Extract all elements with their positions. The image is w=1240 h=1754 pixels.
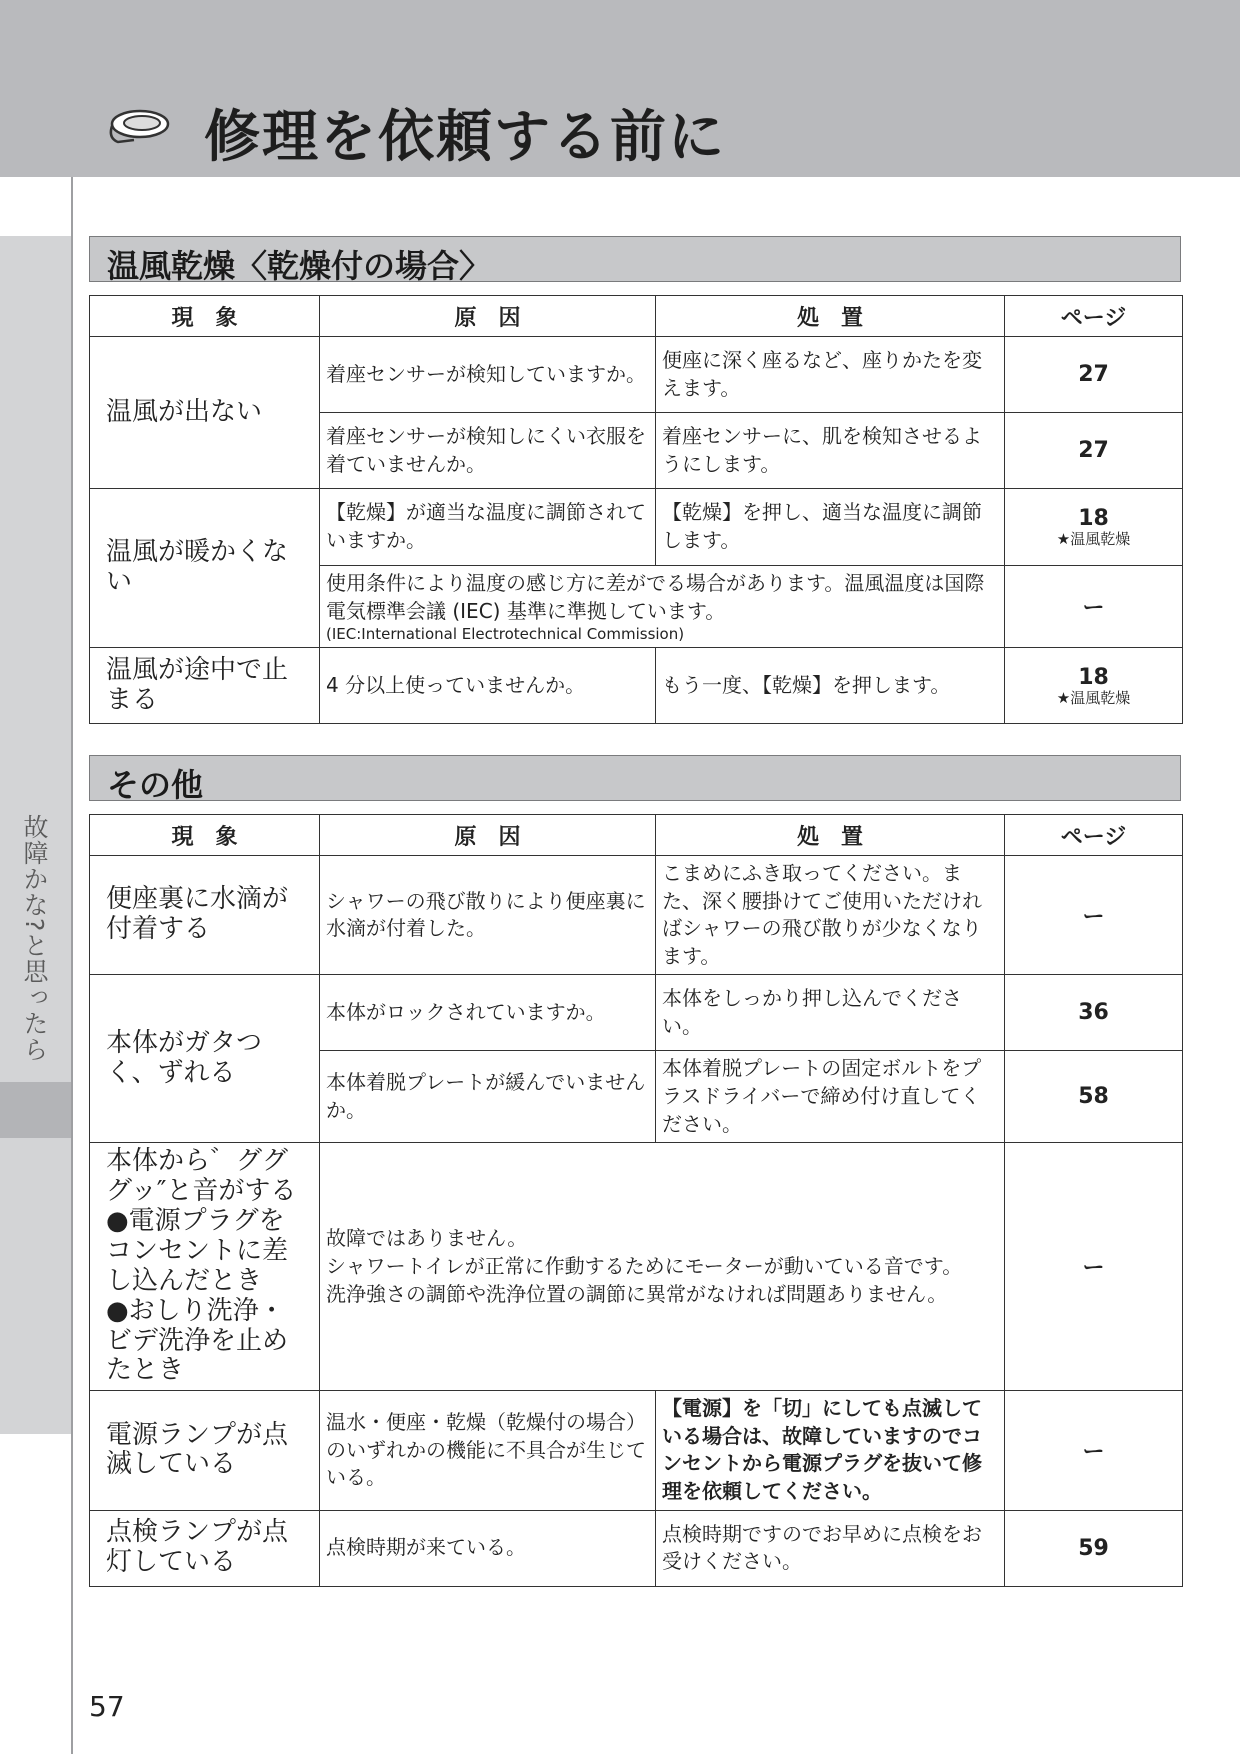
symptom-cell: 便座裏に水滴が付着する (90, 856, 320, 975)
cause-cell: 【乾燥】が適当な温度に調節されていますか。 (320, 489, 656, 566)
side-tab-marker (0, 1082, 71, 1138)
action-cell: もう一度、【乾燥】を押します。 (656, 648, 1005, 724)
cause-cell: 点検時期が来ている。 (320, 1510, 656, 1586)
other-table (89, 814, 1183, 1587)
section-heading-other (89, 755, 1181, 804)
cause-cell: 本体がロックされていますか。 (320, 975, 656, 1051)
col-action: 処 置 (656, 815, 1005, 856)
col-page: ページ (1005, 815, 1183, 856)
action-cell: 【乾燥】を押し、適当な温度に調節します。 (656, 489, 1005, 566)
page-ref: 58 (1005, 1051, 1183, 1143)
table-header-row (90, 815, 1183, 856)
merged-line: 洗浄強さの調節や洗浄位置の調節に異常がなければ問題ありません。 (326, 1281, 948, 1306)
table-row (90, 975, 1183, 1051)
page-ref: 27 (1005, 413, 1183, 489)
merged-line: 故障ではありません。 (326, 1226, 528, 1251)
page-ref: ー (1005, 1391, 1183, 1510)
drying-table (89, 295, 1183, 724)
cause-cell: 本体着脱プレートが緩んでいませんか。 (320, 1051, 656, 1143)
page-ref-note: ★温風乾燥 (1056, 688, 1131, 707)
symptom-cell: 温風が途中で止まる (90, 648, 320, 724)
symptom-cell (90, 1143, 320, 1391)
page-ref (1005, 489, 1183, 566)
page-ref-note: ★温風乾燥 (1056, 530, 1131, 549)
action-cell: 着座センサーに、肌を検知させるようにします。 (656, 413, 1005, 489)
action-cell: 【電源】を「切」にしても点滅している場合は、故障していますのでコンセントから電源プラグを抜いて修理を依頼してください。 (656, 1391, 1005, 1510)
page-title: 修理を依頼する前に (204, 105, 726, 170)
table-row (90, 1510, 1183, 1586)
page-number-ref: 18 (1078, 506, 1109, 532)
section-title: 温風乾燥〈乾燥付の場合〉 (107, 247, 492, 285)
table-row (90, 1391, 1183, 1510)
col-page: ページ (1005, 296, 1183, 337)
merged-line: シャワートイレが正常に作動するためにモーターが動いている音です。 (326, 1253, 963, 1278)
action-cell: 本体着脱プレートの固定ボルトをプラスドライバーで締め付け直してください。 (656, 1051, 1005, 1143)
table-row (90, 1143, 1183, 1391)
symptom-text: 本体から゛グググッ″と音がする (106, 1146, 297, 1207)
page-ref: ー (1005, 566, 1183, 648)
symptom-cell: 点検ランプが点灯している (90, 1510, 320, 1586)
action-cell: 点検時期ですのでお早めに点検をお受けください。 (656, 1510, 1005, 1586)
col-action: 処 置 (656, 296, 1005, 337)
action-cell: こまめにふき取ってください。また、深く腰掛けてご使用いただければシャワーの飛び散りが少なくなります。 (656, 856, 1005, 975)
page-number: 57 (89, 1690, 125, 1723)
cause-cell: 4 分以上使っていませんか。 (320, 648, 656, 724)
symptom-cell: 本体がガタつく、ずれる (90, 975, 320, 1143)
toilet-seat-icon (104, 104, 170, 148)
page-ref: ー (1005, 1143, 1183, 1391)
cause-cell: シャワーの飛び散りにより便座裏に水滴が付着した。 (320, 856, 656, 975)
col-symptom: 現 象 (90, 296, 320, 337)
page-ref: 59 (1005, 1510, 1183, 1586)
cause-cell: 着座センサーが検知していますか。 (320, 337, 656, 413)
page-ref: 27 (1005, 337, 1183, 413)
merged-text: 使用条件により温度の感じ方に差がでる場合があります。温風温度は国際電気標準会議 (IEC) 基準に準拠しています。 (326, 571, 985, 623)
col-cause: 原 因 (320, 815, 656, 856)
cause-cell: 着座センサーが検知しにくい衣服を着ていませんか。 (320, 413, 656, 489)
cause-cell: 温水・便座・乾燥（乾燥付の場合）のいずれかの機能に不具合が生じている。 (320, 1391, 656, 1510)
bullet-item: ●電源プラグをコンセントに差し込んだとき (106, 1205, 289, 1296)
table-row (90, 337, 1183, 413)
col-symptom: 現 象 (90, 815, 320, 856)
table-header-row (90, 296, 1183, 337)
action-cell: 便座に深く座るなど、座りかたを変えます。 (656, 337, 1005, 413)
merged-cell (320, 1143, 1005, 1391)
page-ref: ー (1005, 856, 1183, 975)
bullet-item: ●おしり洗浄・ビデ洗浄を止めたとき (106, 1295, 289, 1386)
merged-cell (320, 566, 1005, 648)
page-number-ref: 18 (1078, 664, 1109, 690)
table-row (90, 856, 1183, 975)
symptom-cell: 温風が出ない (90, 337, 320, 489)
section-heading-drying (89, 236, 1181, 285)
action-cell: 本体をしっかり押し込んでください。 (656, 975, 1005, 1051)
col-cause: 原 因 (320, 296, 656, 337)
iec-note: (IEC:International Electrotechnical Commission) (326, 625, 685, 644)
section-title: その他 (107, 766, 204, 804)
page-ref: 36 (1005, 975, 1183, 1051)
table-row (90, 648, 1183, 724)
left-rule (71, 177, 73, 1754)
symptom-cell: 電源ランプが点滅している (90, 1391, 320, 1510)
page-ref (1005, 648, 1183, 724)
side-label: 故障かな?と思ったら (20, 814, 49, 1063)
symptom-cell: 温風が暖かくない (90, 489, 320, 648)
table-row (90, 489, 1183, 566)
